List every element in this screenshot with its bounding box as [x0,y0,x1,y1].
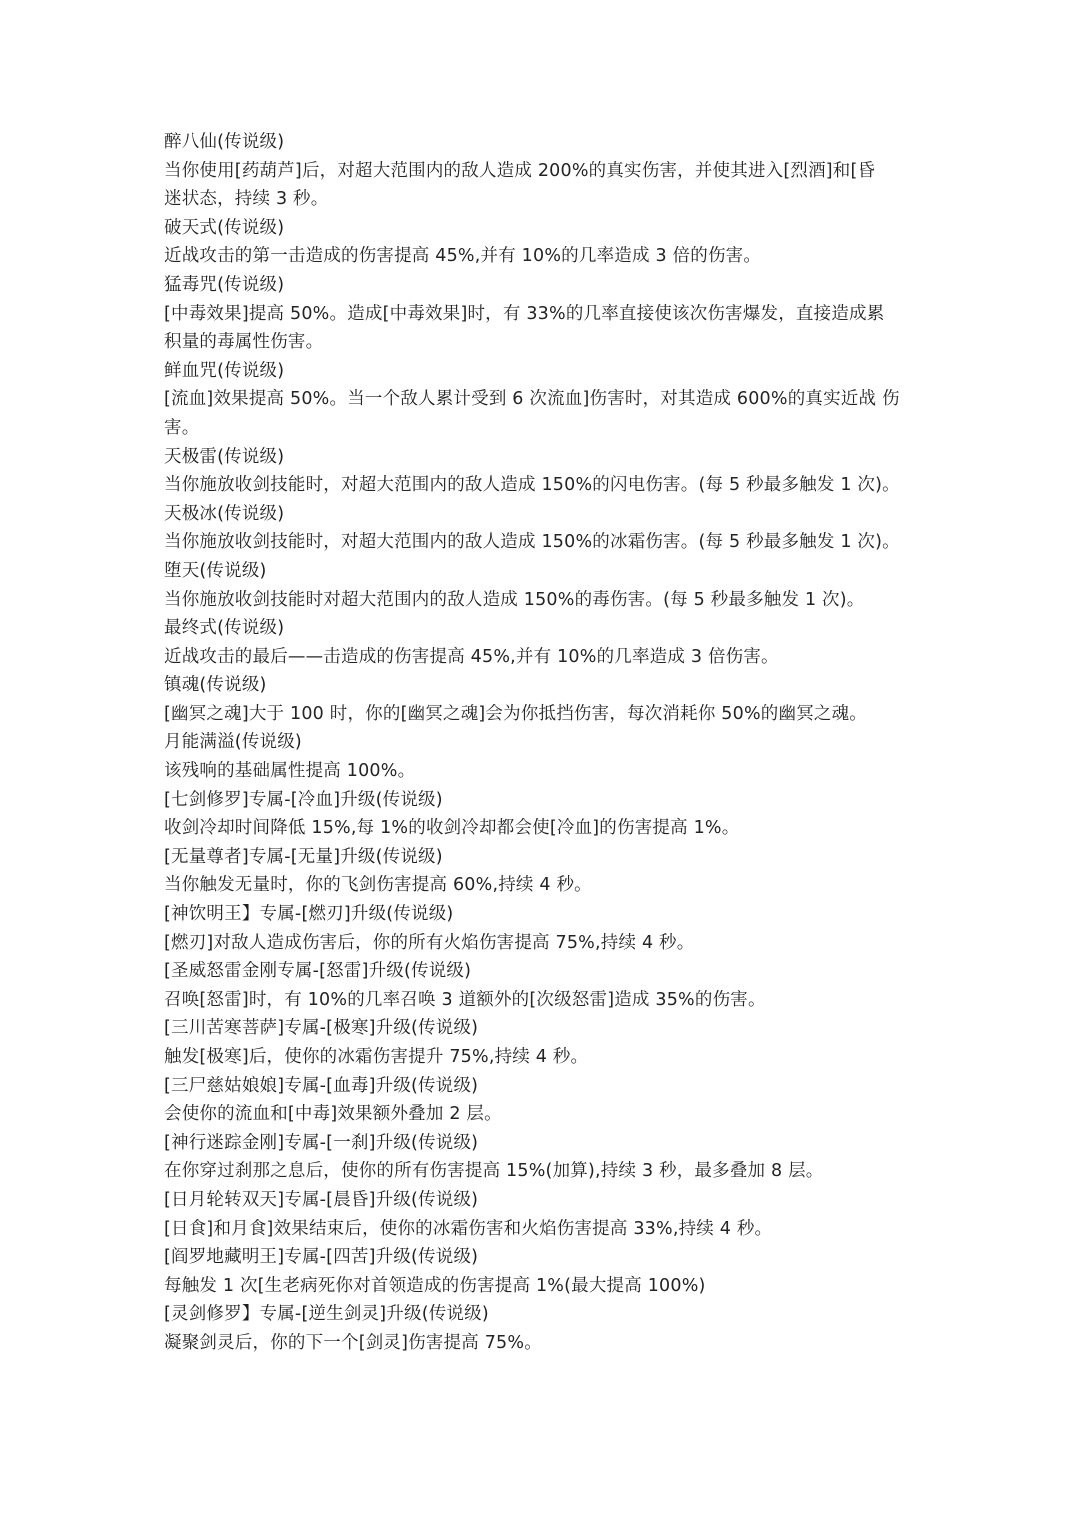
entry-title: 镇魂(传说级) [164,675,267,696]
entry-description: 会使你的流血和[中毒]效果额外叠加 2 层。 [164,1104,502,1125]
entry-description: 当你施放收剑技能时，对超大范围内的敌人造成 150%的闪电伤害。(每 5 秒最多触发 1 次)。 [164,475,900,496]
entry-title: 鲜血咒(传说级) [164,360,285,381]
entry-description: 积量的毒属性伤害。 [164,332,324,353]
entry-title: [日月轮转双天]专属-[晨昏]升级(传说级) [164,1189,479,1210]
document-body [164,128,924,1358]
entry-description: [中毒效果]提高 50%。造成[中毒效果]时，有 33%的几率直接使该次伤害爆发，直接造成累 [164,303,885,324]
entry-title: 堕天(传说级) [164,560,267,581]
entry-description: 每触发 1 次[生老病死你对首领造成的伤害提高 1%(最大提高 100%) [164,1275,706,1296]
entry-title: [七剑修罗]专属-[冷血]升级(传说级) [164,789,443,810]
entry-title: [无量尊者]专属-[无量]升级(传说级) [164,846,443,867]
entry-description: 当你施放收剑技能时对超大范围内的敌人造成 150%的毒伤害。(每 5 秒最多触发 1 次)。 [164,589,865,610]
entry-title: 最终式(传说级) [164,618,285,639]
entry-description: 触发[极寒]后，使你的冰霜伤害提升 75%,持续 4 秒。 [164,1047,589,1067]
entry-title: 天极冰(传说级) [164,503,285,524]
entry-description: 近战攻击的第一击造成的伤害提高 45%,并有 10%的几率造成 3 倍的伤害。 [164,246,762,267]
entry-description: 该残响的基础属性提高 100%。 [164,761,416,782]
entry-description: 害。 [164,417,200,438]
entry-title: [阎罗地藏明王]专属-[四苦]升级(传说级) [164,1247,479,1268]
entry-title: [三尸慈姑娘娘]专属-[血毒]升级(传说级) [164,1075,479,1096]
entry-description: 在你穿过刹那之息后，使你的所有伤害提高 15%(加算),持续 3 秒，最多叠加 8 层。 [164,1161,824,1182]
entry-title: [灵剑修罗】专属-[逆生剑灵]升级(传说级) [164,1304,489,1325]
entry-description: 当你施放收剑技能时，对超大范围内的敌人造成 150%的冰霜伤害。(每 5 秒最多触发 1 次)。 [164,532,900,553]
entry-title: 天极雷(传说级) [164,446,285,467]
entry-title: [神行迷踪金刚]专属-[一刹]升级(传说级) [164,1132,479,1153]
entry-description: 召唤[怒雷]时，有 10%的几率召唤 3 道额外的[次级怒雷]造成 35%的伤害。 [164,989,766,1010]
entry-title: [三川苦寒菩萨]专属-[极寒]升级(传说级) [164,1018,479,1039]
entry-title: 月能满溢(传说级) [164,732,302,753]
entry-description: [燃刃]对敌人造成伤害后，你的所有火焰伤害提高 75%,持续 4 秒。 [164,932,695,953]
entry-title: [圣威怒雷金刚专属-[怒雷]升级(传说级) [164,961,472,982]
entry-description: [日食]和月食]效果结束后，使你的冰霜伤害和火焰伤害提高 33%,持续 4 秒。 [164,1218,773,1239]
entry-description: [幽冥之魂]大于 100 时，你的[幽冥之魂]会为你抵挡伤害，每次消耗你 50%的幽冥之魂。 [164,703,867,724]
entry-title: 破天式(传说级) [164,217,285,238]
entry-description: 凝聚剑灵后，你的下一个[剑灵]伤害提高 75%。 [164,1332,542,1353]
entry-title: [神饮明王】专属-[燃刃]升级(传说级) [164,904,454,925]
entry-description: 迷状态，持续 3 秒。 [164,189,329,210]
entry-description: 当你触发无量时，你的飞剑伤害提高 60%,持续 4 秒。 [164,875,592,896]
entry-description: 当你使用[药葫芦]后，对超大范围内的敌人造成 200%的真实伤害，并使其进入[烈酒]和[昏 [164,160,876,181]
entry-description: 近战攻击的最后——击造成的伤害提高 45%,并有 10%的几率造成 3 倍伤害。 [164,646,779,667]
entry-description: [流血]效果提高 50%。当一个敌人累计受到 6 次流血]伤害时，对其造成 600%的真实近战 伤 [164,389,900,410]
entry-title: 猛毒咒(传说级) [164,274,285,295]
entry-description: 收剑冷却时间降低 15%,每 1%的收剑冷却都会使[冷血]的伤害提高 1%。 [164,818,740,839]
entry-title: 醉八仙(传说级) [164,132,285,152]
